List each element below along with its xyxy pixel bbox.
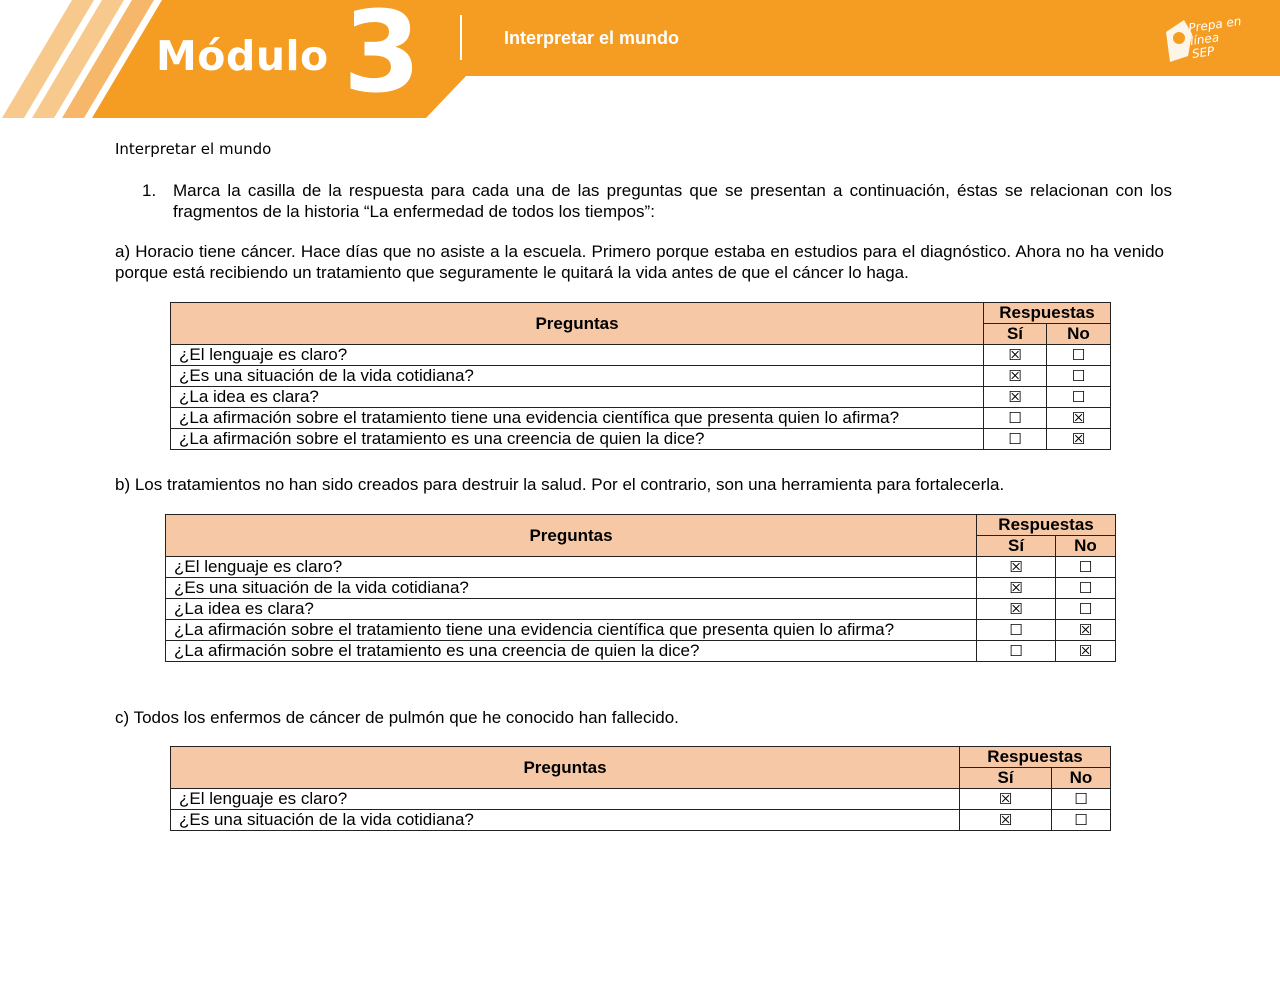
- no-checkbox[interactable]: ☐: [1047, 345, 1111, 366]
- yes-checkbox[interactable]: ☒: [984, 387, 1047, 408]
- instruction-text: Marca la casilla de la respuesta para cada una de las preguntas que se presentan a continuación, éstas se relacionan con los fragmentos de la historia “La enfermedad de todos los tiempos”:: [173, 181, 1172, 221]
- module-number: 3: [343, 0, 421, 118]
- header-questions: Preguntas: [166, 515, 977, 557]
- table-row: [166, 599, 1116, 620]
- yes-checkbox[interactable]: ☒: [984, 366, 1047, 387]
- table-row: [166, 557, 1116, 578]
- question-cell: ¿El lenguaje es claro?: [171, 789, 960, 810]
- header-no: No: [1056, 536, 1116, 557]
- no-checkbox[interactable]: ☐: [1056, 557, 1116, 578]
- question-cell: ¿La idea es clara?: [171, 387, 984, 408]
- logo-text: Prepa en línea SEP: [1187, 13, 1243, 61]
- yes-checkbox[interactable]: ☒: [960, 789, 1052, 810]
- document-heading: Interpretar el mundo: [115, 140, 272, 158]
- yes-checkbox[interactable]: ☐: [984, 408, 1047, 429]
- header-questions: Preguntas: [171, 303, 984, 345]
- question-cell: ¿La afirmación sobre el tratamiento tiene una evidencia científica que presenta quien lo afirma?: [171, 408, 984, 429]
- header-questions: Preguntas: [171, 747, 960, 789]
- yes-checkbox[interactable]: ☒: [977, 557, 1056, 578]
- header-title: Interpretar el mundo: [504, 28, 680, 48]
- question-cell: ¿El lenguaje es claro?: [166, 557, 977, 578]
- question-cell: ¿La idea es clara?: [166, 599, 977, 620]
- question-cell: ¿Es una situación de la vida cotidiana?: [171, 810, 960, 831]
- header-banner: [0, 0, 1280, 120]
- question-cell: ¿El lenguaje es claro?: [171, 345, 984, 366]
- no-checkbox[interactable]: ☐: [1047, 366, 1111, 387]
- header-answers: Respuestas: [984, 303, 1111, 324]
- header-no: No: [1052, 768, 1111, 789]
- table-row: [166, 641, 1116, 662]
- table-row: [171, 366, 1111, 387]
- table-row: [166, 620, 1116, 641]
- table-row: [171, 408, 1111, 429]
- yes-checkbox[interactable]: ☒: [960, 810, 1052, 831]
- yes-checkbox[interactable]: ☒: [977, 599, 1056, 620]
- question-cell: ¿La afirmación sobre el tratamiento tiene una evidencia científica que presenta quien lo afirma?: [166, 620, 977, 641]
- table-row: [171, 345, 1111, 366]
- instruction-item: [142, 180, 1172, 222]
- header-yes: Sí: [977, 536, 1056, 557]
- yes-checkbox[interactable]: ☒: [984, 345, 1047, 366]
- question-cell: ¿Es una situación de la vida cotidiana?: [171, 366, 984, 387]
- yes-checkbox[interactable]: ☒: [977, 578, 1056, 599]
- header-no: No: [1047, 324, 1111, 345]
- module-label: Módulo: [156, 32, 329, 80]
- no-checkbox[interactable]: ☐: [1052, 789, 1111, 810]
- statement-c: c) Todos los enfermos de cáncer de pulmón que he conocido han fallecido.: [115, 708, 679, 727]
- header-yes: Sí: [960, 768, 1052, 789]
- no-checkbox[interactable]: ☐: [1056, 599, 1116, 620]
- statement-b: b) Los tratamientos no han sido creados para destruir la salud. Por el contrario, son una herramienta para fortalecerla.: [115, 475, 1005, 494]
- header-yes: Sí: [984, 324, 1047, 345]
- no-checkbox[interactable]: ☐: [1047, 387, 1111, 408]
- no-checkbox[interactable]: ☒: [1056, 620, 1116, 641]
- no-checkbox[interactable]: ☒: [1047, 408, 1111, 429]
- no-checkbox[interactable]: ☐: [1052, 810, 1111, 831]
- questions-table-b: [165, 514, 1116, 662]
- questions-table-c: [170, 746, 1111, 831]
- yes-checkbox[interactable]: ☐: [984, 429, 1047, 450]
- yes-checkbox[interactable]: ☐: [977, 620, 1056, 641]
- table-row: [171, 789, 1111, 810]
- no-checkbox[interactable]: ☒: [1047, 429, 1111, 450]
- header-answers: Respuestas: [960, 747, 1111, 768]
- yes-checkbox[interactable]: ☐: [977, 641, 1056, 662]
- header-answers: Respuestas: [977, 515, 1116, 536]
- table-row: [171, 810, 1111, 831]
- table-row: [166, 578, 1116, 599]
- table-row: [171, 387, 1111, 408]
- questions-table-a: [170, 302, 1111, 450]
- no-checkbox[interactable]: ☒: [1056, 641, 1116, 662]
- statement-a: a) Horacio tiene cáncer. Hace días que no asiste a la escuela. Primero porque estaba en estudios para el diagnóstico. Ahora no ha venido porque está recibiendo un tratamiento que seguramente le quitará la vida antes de que el cáncer lo haga.: [115, 242, 1164, 282]
- no-checkbox[interactable]: ☐: [1056, 578, 1116, 599]
- table-row: [171, 429, 1111, 450]
- question-cell: ¿La afirmación sobre el tratamiento es una creencia de quien la dice?: [166, 641, 977, 662]
- question-cell: ¿La afirmación sobre el tratamiento es una creencia de quien la dice?: [171, 429, 984, 450]
- question-cell: ¿Es una situación de la vida cotidiana?: [166, 578, 977, 599]
- list-number: 1.: [142, 181, 157, 200]
